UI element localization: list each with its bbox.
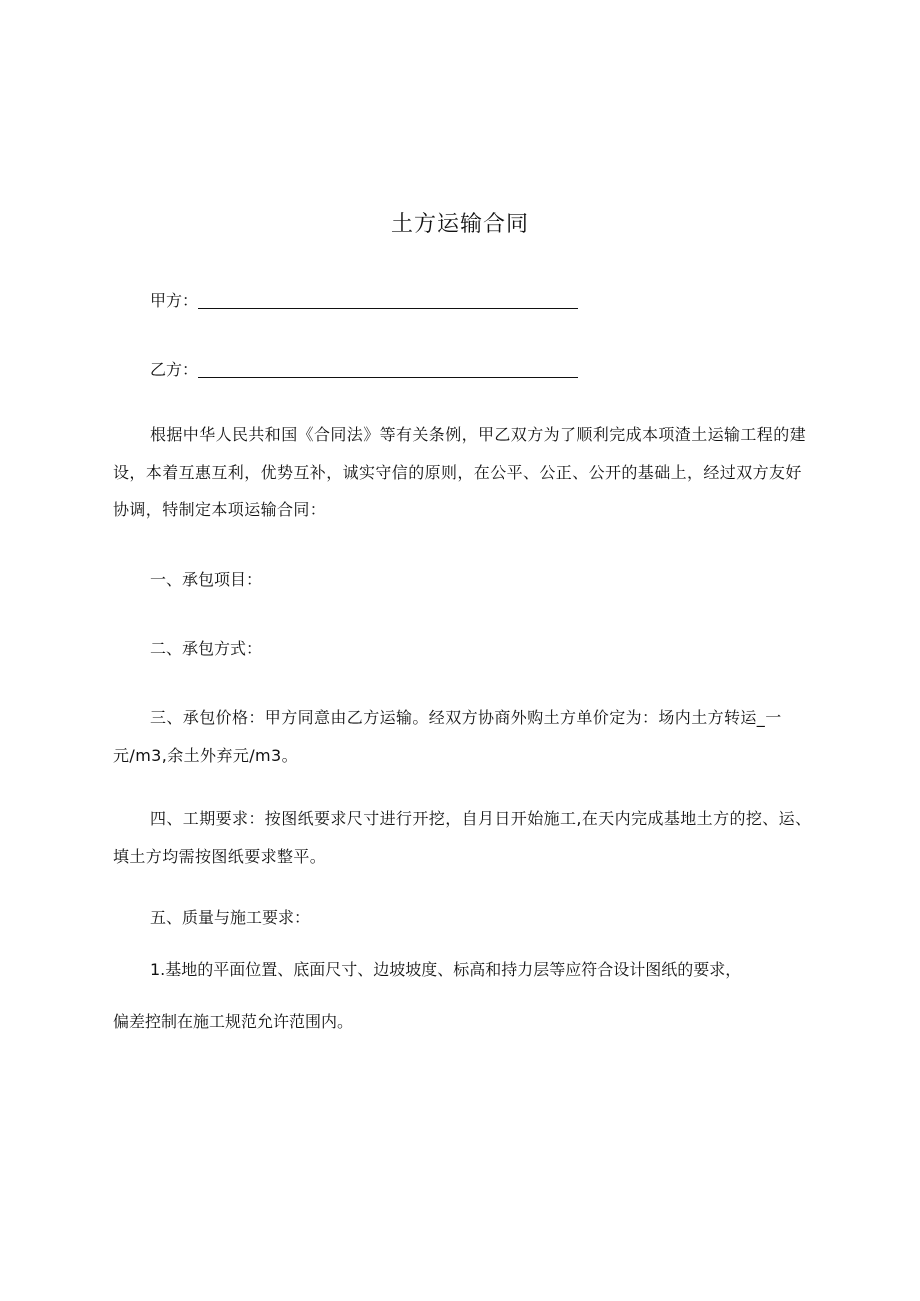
section-1: 一、承包项目： [150,570,263,589]
section-3: 三、承包价格：甲方同意由乙方运输。经双方协商外购土方单价定为：场内土方转运_一元/m3,余土外弃元/m3。 [113,708,782,765]
party-b-label: 乙方： [150,360,199,379]
party-b-blank [198,361,578,378]
section-2: 二、承包方式： [150,639,263,658]
party-a-label: 甲方： [150,291,199,310]
section-5-item-1-line-2: 偏差控制在施工规范允许范围内。 [113,1012,354,1031]
section-4: 四、工期要求：按图纸要求尺寸进行开挖，自月日开始施工,在天内完成基地土方的挖、运、填土方均需按图纸要求整平。 [113,809,812,866]
document-title: 土方运输合同 [390,212,529,237]
section-5: 五、质量与施工要求： [150,908,311,927]
party-a-line [150,282,850,319]
intro-paragraph: 根据中华人民共和国《合同法》等有关条例，甲乙双方为了顺利完成本项渣土运输工程的建设，本着互惠互利，优势互补，诚实守信的原则，在公平、公正、公开的基础上，经过双方友好协调，特制定本项运输合同： [113,425,807,519]
party-a-blank [198,292,578,309]
party-b-line [150,351,850,388]
section-5-item-1-line-1: 1.基地的平面位置、底面尺寸、边坡坡度、标高和持力层等应符合设计图纸的要求， [150,960,742,979]
